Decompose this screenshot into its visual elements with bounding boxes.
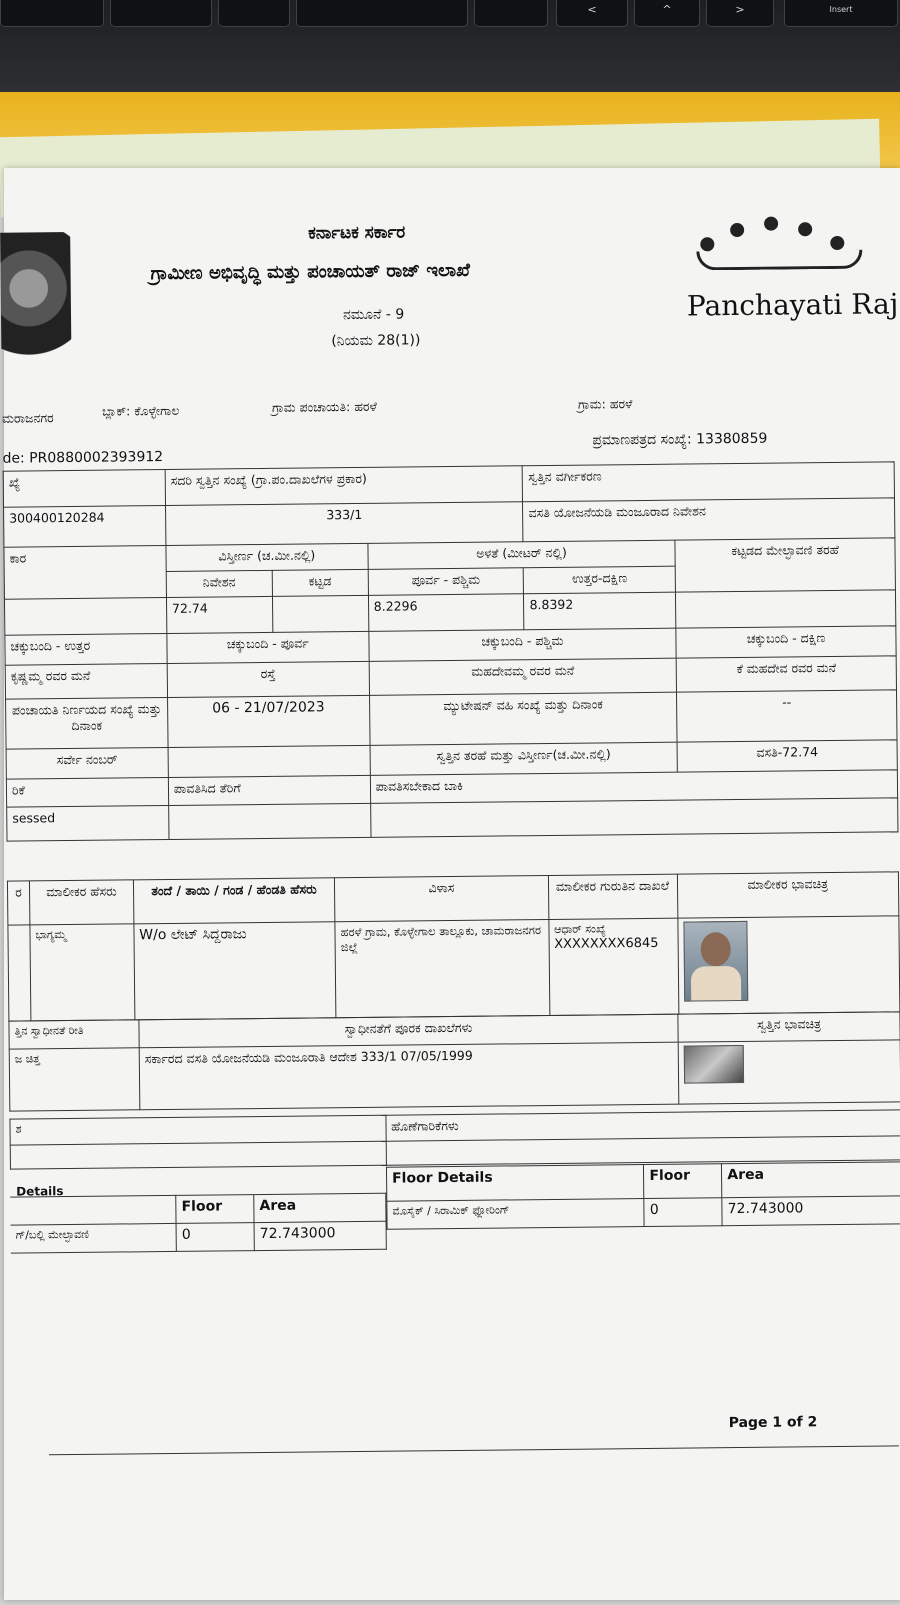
east-west-label: ಪೂರ್ವ - ಪಶ್ಚಿಮ — [368, 568, 524, 596]
property-table — [3, 461, 899, 841]
property-photo-label: ಸ್ವತ್ತಿನ ಭಾವಚಿತ್ರ — [678, 1012, 900, 1042]
tax-due-value — [370, 798, 898, 838]
key-up: ^ — [634, 0, 700, 27]
ownership-table — [8, 1011, 900, 1111]
liabilities-left: ಶ — [10, 1115, 386, 1145]
property-type-value: ವಸತಿ-72.74 — [677, 740, 897, 772]
page-number: Page 1 of 2 — [728, 1414, 818, 1432]
south-boundary-label: ಚಕ್ಕುಬಂದಿ - ದಕ್ಷಿಣ — [676, 626, 896, 658]
key-insert: Insert — [784, 0, 898, 27]
classification-label: ಸ್ವತ್ತಿನ ವರ್ಗೀಕರಣ — [523, 462, 895, 502]
id-value: XXXXXXXX6845 — [554, 935, 659, 952]
right-floor-value: 0 — [644, 1198, 722, 1227]
empty-cell — [4, 597, 166, 635]
owner-table — [7, 871, 900, 1021]
ownership-type-label: ತ್ತಿನ ಸ್ವಾಧೀನತೆ ರೀತಿ — [9, 1020, 139, 1049]
right-floor-label: Floor — [644, 1164, 722, 1199]
left-label: ಖ್ಯೆ — [3, 469, 165, 507]
east-boundary: ರಸ್ತೆ — [167, 661, 369, 697]
right-area-label: Area — [722, 1162, 900, 1198]
property-photo — [684, 1045, 744, 1084]
certificate-number: ಪ್ರಮಾಣಪತ್ರದ ಸಂಖ್ಯೆ: 13380859 — [592, 430, 768, 449]
roof-type-label: ಕಟ್ಟಡದ ಮೇಲ್ಛಾವಣಿ ತರಹೆ — [675, 538, 895, 592]
department-title: ಗ್ರಾಮೀಣ ಅಭಿವೃದ್ಧಿ ಮತ್ತು ಪಂಚಾಯತ್ ರಾಜ್ ಇಲಾಖೆ — [150, 259, 470, 285]
building-area — [272, 595, 368, 632]
owner-photo-cell — [677, 916, 899, 1014]
property-number-label: ಸದರಿ ಸ್ವತ್ತಿನ ಸಂಖ್ಯೆ (ಗ್ರಾ.ಪಂ.ದಾಖಲೆಗಳ ಪ್ರಕಾರ) — [165, 466, 523, 506]
survey-number-value — [168, 745, 370, 777]
liabilities-table — [9, 1109, 900, 1169]
owner-id-label: ಮಾಲೀಕರ ಗುರುತಿನ ದಾಖಲೆ — [548, 874, 677, 919]
assessed-label: sessed — [7, 805, 169, 841]
left-floor-empty — [10, 1195, 176, 1225]
state-emblem-icon — [0, 232, 71, 373]
key — [296, 0, 468, 27]
property-code: de: PR0880002393912 — [2, 449, 164, 467]
owner-photo — [683, 921, 748, 1002]
key — [218, 0, 290, 27]
ownership-type-value: ಜ ಚಿತ್ತ — [9, 1048, 140, 1111]
east-boundary-label: ಚಕ್ಕುಬಂದಿ - ಪೂರ್ವ — [167, 631, 369, 663]
logo-text: Panchayati Raj — [686, 287, 899, 323]
mutation-value: -- — [677, 690, 897, 742]
tax-paid-value — [169, 803, 371, 839]
bottom-rule — [49, 1445, 899, 1455]
left-floor-label: Floor — [176, 1195, 254, 1224]
certificate-page — [4, 168, 900, 1600]
supporting-docs-value: ಸರ್ಕಾರದ ವಸತಿ ಯೋಜನೆಯಡಿ ಮಂಜೂರಾತಿ ಆದೇಶ 333/1 07/05/1999 — [139, 1042, 679, 1110]
key — [0, 0, 104, 27]
right-floor-title: Floor Details — [386, 1165, 644, 1202]
resolution-label: ಪಂಚಾಯತಿ ನಿರ್ಣಯದ ಸಂಖ್ಯೆ ಮತ್ತು ದಿನಾಂಕ — [6, 697, 168, 749]
building-label: ಕಟ್ಟಡ — [272, 569, 368, 596]
tax-paid-label: ಪಾವತಿಸಿದ ತೆರಿಗೆ — [168, 775, 370, 805]
left-floor-row-label: ಗ್/ಬಲ್ಲಿ ಮೇಲ್ಛಾವಣಿ — [11, 1223, 177, 1253]
key-left: < — [556, 0, 628, 27]
supporting-docs-label: ಸ್ವಾಧೀನತೆಗೆ ಪೂರಕ ದಾಖಲೆಗಳು — [139, 1014, 679, 1048]
area-label: ವಿಸ್ತೀರ್ಣ (ಚ.ಮೀ.ನಲ್ಲಿ) — [166, 543, 368, 571]
tax-left-label: ರಿಕೆ — [6, 777, 168, 807]
liabilities-value — [386, 1136, 900, 1165]
left-floor-title: Details — [16, 1184, 64, 1199]
property-type-label: ಸ್ವತ್ತಿನ ತರಹೆ ಮತ್ತು ವಿಸ್ತೀರ್ಣ(ಚ.ಮೀ.ನಲ್ಲಿ) — [370, 742, 678, 775]
north-boundary: ಕೃಷ್ಣಮ್ಮ ರವರ ಮನೆ — [5, 663, 167, 699]
north-boundary-label: ಚಕ್ಕುಬಂದಿ - ಉತ್ತರ — [5, 633, 167, 665]
father-name: W/o ಲೇಟ್ ಸಿದ್ದರಾಜು — [134, 922, 336, 1020]
gov-title: ಕರ್ನಾಟಕ ಸರ್ಕಾರ — [308, 222, 406, 244]
address-label: ವಿಳಾಸ — [335, 876, 549, 922]
owner-address: ಹರಳೆ ಗ್ರಾಮ, ಕೊಳ್ಳೇಗಾಲ ತಾಲ್ಲೂಕು, ಚಾಮರಾಜನಗರ ಜಿಲ್ಲೆ — [335, 920, 549, 1018]
classification-value: ವಸತಿ ಯೋಜನೆಯಡಿ ಮಂಜೂರಾದ ನಿವೇಶನ — [523, 498, 895, 542]
key — [110, 0, 212, 27]
property-number: 333/1 — [165, 502, 523, 546]
owner-name-label: ಮಾಲೀಕರ ಹೆಸರು — [29, 880, 133, 925]
panchayati-raj-logo-icon — [690, 212, 861, 274]
resolution-value: 06 - 21/07/2023 — [167, 695, 369, 747]
serial-label: ರ — [7, 881, 29, 925]
key — [474, 0, 548, 27]
panchayat-label: ಗ್ರಾಮ ಪಂಚಾಯತಿ: ಹರಳೆ — [271, 398, 377, 415]
form-number: ನಮೂನೆ - 9 — [342, 306, 405, 324]
south-boundary: ಕೆ ಮಹದೇವ ರವರ ಮನೆ — [676, 656, 896, 692]
right-floor-row-label: ಮೊಸೈಕ್ / ಸಿರಾಮಿಕ್ ಫ್ಲೋರಿಂಗ್ — [387, 1199, 645, 1230]
right-area-value: 72.743000 — [722, 1196, 900, 1226]
left-id: 300400120284 — [4, 505, 166, 547]
east-west-value: 8.2296 — [368, 594, 524, 632]
area-left-label: ಕಾರ — [4, 545, 166, 599]
mutation-label: ಮ್ಯುಟೇಷನ್ ವಹಿ ಸಂಖ್ಯೆ ಮತ್ತು ದಿನಾಂಕ — [369, 692, 677, 745]
village-label: ಗ್ರಾಮ: ಹರಳೆ — [577, 396, 633, 412]
id-type: ಆಧಾರ್ ಸಂಖ್ಯೆ — [553, 922, 606, 936]
owner-id — [548, 918, 678, 1015]
left-area-value: 72.743000 — [254, 1221, 386, 1250]
roof-type-value — [676, 590, 896, 628]
tax-due-label: ಪಾವತಿಸಬೇಕಾದ ಬಾಕಿ — [370, 770, 898, 804]
west-boundary-label: ಚಕ್ಕುಬಂದಿ - ಪಶ್ಚಿಮ — [369, 628, 677, 661]
west-boundary: ಮಹದೇವಮ್ಮ ರವರ ಮನೆ — [369, 658, 677, 695]
serial-value — [8, 925, 31, 1021]
survey-number-label: ಸರ್ವೇ ನಂಬರ್ — [6, 747, 168, 779]
rule-number: (ನಿಯಮ 28(1)) — [331, 332, 421, 350]
taluk-label: ಬ್ಲಾಕ್: ಕೊಳ್ಳೇಗಾಲ — [101, 402, 180, 419]
north-south-label: ಉತ್ತರ-ದಕ್ಷಿಣ — [524, 566, 676, 594]
right-floor-table — [386, 1161, 900, 1229]
liabilities-label: ಹೊಣೆಗಾರಿಕೆಗಳು — [385, 1110, 900, 1141]
north-south-value: 8.8392 — [524, 592, 676, 630]
key-right: > — [706, 0, 774, 27]
site-label: ನಿವೇಶನ — [166, 570, 272, 597]
left-area-label: Area — [254, 1193, 386, 1222]
owner-photo-label: ಮಾಲೀಕರ ಭಾವಚಿತ್ರ — [677, 872, 899, 918]
dimensions-label: ಅಳತೆ (ಮೀಟರ್ ನಲ್ಲಿ) — [368, 540, 676, 569]
site-area: 72.74 — [166, 596, 272, 633]
property-photo-cell — [678, 1040, 900, 1104]
left-floor-table — [10, 1193, 387, 1254]
district-label: ಮರಾಜನಗರ — [2, 410, 54, 426]
left-floor-value: 0 — [176, 1223, 254, 1252]
liabilities-left-value — [10, 1141, 386, 1169]
father-name-label: ತಂದೆ / ತಾಯಿ / ಗಂಡ / ಹೆಂಡತಿ ಹೆಸರು — [133, 878, 335, 924]
owner-name: ಭಾಗ್ಯಮ್ಮ — [30, 924, 135, 1021]
